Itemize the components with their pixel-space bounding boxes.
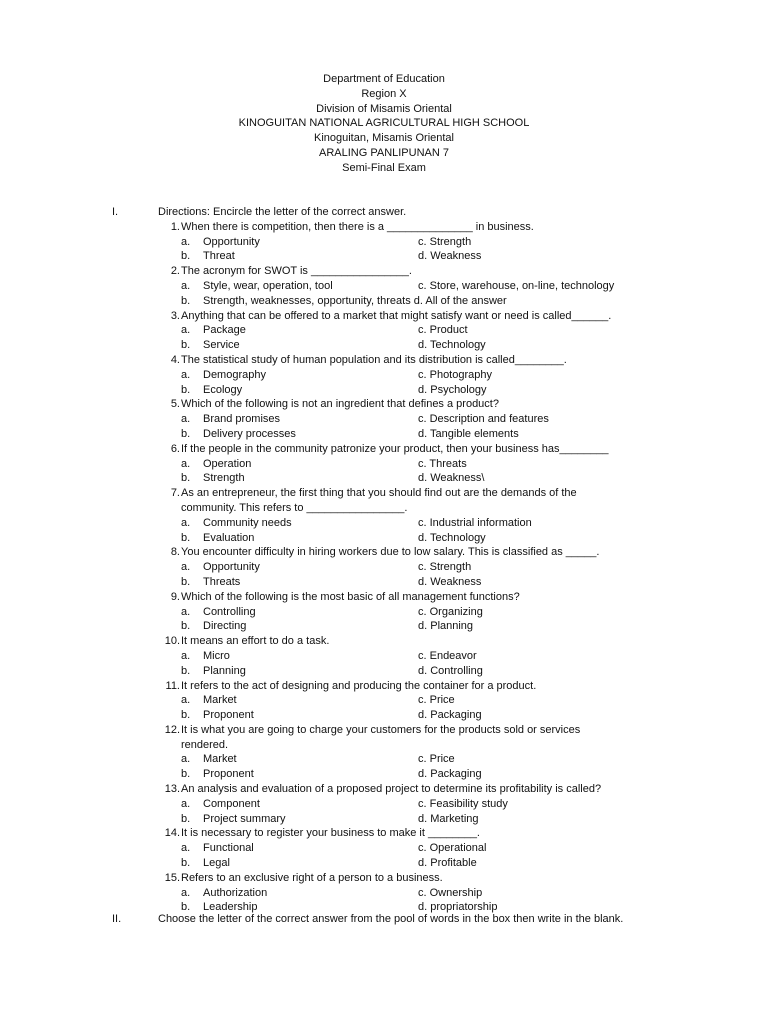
question-text: It is what you are going to charge your customers for the products sold or services	[181, 723, 581, 736]
question-line	[0, 442, 768, 457]
option-text[interactable]: Proponent	[203, 768, 254, 781]
question-item	[0, 486, 768, 545]
question-line	[0, 782, 768, 797]
option-letter[interactable]: b.	[181, 709, 191, 722]
question-item	[0, 826, 768, 870]
option-letter[interactable]: b.	[181, 857, 191, 870]
option-row	[0, 338, 768, 353]
option-letter[interactable]: a.	[181, 649, 191, 662]
option-letter[interactable]: a.	[181, 279, 191, 292]
option-text[interactable]: Package	[203, 324, 246, 337]
option-row	[0, 323, 768, 338]
option-letter[interactable]: b.	[181, 427, 191, 440]
option-row	[0, 797, 768, 812]
option-row	[0, 886, 768, 901]
option-text-right[interactable]: d. Weakness	[418, 250, 482, 263]
option-text[interactable]: Planning	[203, 664, 246, 677]
option-text-right[interactable]: d. Controlling	[418, 664, 483, 677]
question-text: You encounter difficulty in hiring workers due to low salary. This is classified as _____.	[181, 546, 600, 559]
option-text-right[interactable]: c. Product	[418, 324, 468, 337]
question-number: 1.	[170, 220, 180, 233]
header-school: KINOGUITAN NATIONAL AGRICULTURAL HIGH SCHOOL	[238, 117, 530, 130]
option-text[interactable]: Community needs	[203, 516, 292, 529]
option-row	[0, 619, 768, 634]
option-letter[interactable]: a.	[181, 235, 191, 248]
question-line	[0, 397, 768, 412]
option-text-right[interactable]: c. Threats	[418, 457, 467, 470]
option-text-right[interactable]: c. Description and features	[418, 413, 549, 426]
question-line	[0, 679, 768, 694]
option-text[interactable]: Authorization	[203, 886, 268, 899]
option-text-right[interactable]: c. Strength	[418, 561, 472, 574]
question-list	[0, 220, 768, 915]
question-line	[0, 590, 768, 605]
question-number: 6.	[170, 442, 180, 455]
option-letter[interactable]: a.	[181, 516, 191, 529]
option-row	[0, 752, 768, 767]
option-text-right[interactable]: d. Planning	[418, 620, 474, 633]
option-text[interactable]: Controlling	[203, 605, 256, 618]
question-text: rendered.	[181, 738, 229, 751]
option-text[interactable]: Delivery processes	[203, 427, 296, 440]
option-letter[interactable]: b.	[181, 664, 191, 677]
question-item	[0, 397, 768, 441]
question-number: 11.	[165, 679, 180, 692]
option-row	[0, 383, 768, 398]
option-row	[0, 841, 768, 856]
question-text: As an entrepreneur, the first thing that you should find out are the demands of the	[181, 487, 577, 500]
option-row	[0, 457, 768, 472]
option-letter[interactable]: a.	[181, 753, 191, 766]
section-1-directions: Directions: Encircle the letter of the correct answer.	[158, 206, 407, 218]
question-line	[0, 634, 768, 649]
question-number: 7.	[170, 487, 180, 500]
option-text[interactable]: Micro	[203, 649, 230, 662]
question-item	[0, 309, 768, 353]
option-row	[0, 368, 768, 383]
option-row	[0, 812, 768, 827]
question-number: 9.	[170, 590, 180, 603]
question-item	[0, 442, 768, 486]
option-text[interactable]: Market	[203, 753, 237, 766]
option-text-right[interactable]: d. Tangible elements	[418, 427, 519, 440]
question-number: 5.	[170, 398, 180, 411]
option-letter[interactable]: a.	[181, 368, 191, 381]
option-row	[0, 249, 768, 264]
question-text: If the people in the community patronize your product, then your business has________	[181, 442, 609, 455]
question-number: 8.	[170, 546, 180, 559]
question-item	[0, 782, 768, 826]
option-text-right[interactable]: c. Operational	[418, 842, 487, 855]
option-text[interactable]: Project summary	[203, 812, 286, 825]
section-2-numeral: II.	[112, 913, 122, 925]
option-letter[interactable]: a.	[181, 413, 191, 426]
question-text: It means an effort to do a task.	[181, 635, 330, 648]
option-text[interactable]: Style, wear, operation, tool	[203, 279, 333, 292]
question-item	[0, 220, 768, 264]
option-text[interactable]: Operation	[203, 457, 252, 470]
option-letter[interactable]: b.	[181, 620, 191, 633]
option-row	[0, 560, 768, 575]
question-line	[0, 220, 768, 235]
option-row	[0, 856, 768, 871]
option-letter[interactable]: b.	[181, 531, 191, 544]
document-header	[0, 72, 768, 176]
question-text: The acronym for SWOT is ________________.	[181, 265, 412, 278]
section-2-directions: Choose the letter of the correct answer from the pool of words in the box then write in the blank.	[158, 913, 624, 925]
question-line	[0, 309, 768, 324]
option-text-right[interactable]: d. propriatorship	[418, 901, 498, 914]
option-row	[0, 279, 768, 294]
question-line	[0, 826, 768, 841]
question-number: 10.	[164, 635, 180, 648]
header-subject: ARALING PANLIPUNAN 7	[318, 146, 449, 159]
option-row	[0, 605, 768, 620]
option-letter[interactable]: a.	[181, 694, 191, 707]
option-row	[0, 427, 768, 442]
option-letter[interactable]: b.	[181, 472, 191, 485]
option-row	[0, 531, 768, 546]
question-line	[0, 501, 768, 516]
option-text[interactable]: Directing	[203, 620, 247, 633]
option-row	[0, 294, 768, 309]
question-item	[0, 545, 768, 589]
question-item	[0, 723, 768, 782]
section-1-heading	[0, 205, 768, 220]
option-row	[0, 471, 768, 486]
question-text: It refers to the act of designing and producing the container for a product.	[181, 679, 537, 692]
option-text-right[interactable]: c. Endeavor	[418, 649, 477, 662]
option-text-right[interactable]: c. Photography	[418, 368, 492, 381]
question-item	[0, 264, 768, 308]
option-row	[0, 412, 768, 427]
option-text-right[interactable]: d. Weakness\	[418, 472, 485, 485]
option-letter[interactable]: a.	[181, 605, 191, 618]
question-text: Refers to an exclusive right of a person to a business.	[181, 871, 443, 884]
option-text[interactable]: Brand promises	[203, 413, 281, 426]
option-letter[interactable]: a.	[181, 324, 191, 337]
option-row	[0, 649, 768, 664]
option-text-right[interactable]: d. Packaging	[418, 709, 482, 722]
header-department: Department of Education	[323, 73, 445, 85]
option-text[interactable]: Ecology	[203, 383, 243, 396]
option-text[interactable]: Legal	[203, 857, 230, 870]
option-text-right[interactable]: c. Feasibility study	[418, 797, 508, 810]
question-number: 15.	[164, 871, 180, 884]
question-item	[0, 590, 768, 634]
header-division: Division of Misamis Oriental	[316, 102, 452, 115]
question-number: 12.	[164, 723, 180, 736]
option-text-right[interactable]: c. Industrial information	[418, 516, 532, 529]
option-text[interactable]: Proponent	[203, 709, 254, 722]
option-text[interactable]: Market	[203, 694, 237, 707]
question-text: Anything that can be offered to a market that might satisfy want or need is called______.	[181, 309, 612, 322]
question-line	[0, 723, 768, 738]
option-text-right[interactable]: d. Weakness	[418, 575, 482, 588]
option-text-right[interactable]: d. Technology	[418, 531, 486, 544]
option-text-right[interactable]: c. Price	[418, 694, 455, 707]
question-item	[0, 634, 768, 678]
option-text[interactable]: Demography	[203, 368, 266, 381]
option-text[interactable]: Opportunity	[203, 561, 260, 574]
question-line	[0, 353, 768, 368]
option-row	[0, 575, 768, 590]
question-line	[0, 871, 768, 886]
question-number: 14.	[164, 827, 180, 840]
question-item	[0, 871, 768, 915]
option-text[interactable]: Threats	[203, 575, 241, 588]
option-text[interactable]: Strength, weaknesses, opportunity, threats d. All of the answer	[203, 294, 507, 307]
section-1-numeral: I.	[112, 206, 119, 218]
question-number: 4.	[170, 353, 180, 366]
option-row	[0, 664, 768, 679]
option-text-right[interactable]: d. Profitable	[418, 857, 477, 870]
question-text: community. This refers to ________________.	[181, 501, 408, 514]
option-letter[interactable]: a.	[181, 797, 191, 810]
option-row	[0, 693, 768, 708]
option-row	[0, 708, 768, 723]
option-letter[interactable]: b.	[181, 339, 191, 352]
option-text[interactable]: Evaluation	[203, 531, 255, 544]
header-exam-title: Semi-Final Exam	[342, 161, 426, 174]
question-number: 3.	[170, 309, 180, 322]
option-text[interactable]: Opportunity	[203, 235, 260, 248]
option-text[interactable]: Strength	[203, 472, 245, 485]
option-text-right[interactable]: c. Ownership	[418, 886, 483, 899]
option-letter[interactable]: b.	[181, 250, 191, 263]
section-1	[0, 205, 768, 915]
option-letter[interactable]: b.	[181, 901, 191, 914]
question-text: The statistical study of human population and its distribution is called________.	[181, 353, 567, 366]
option-text[interactable]: Threat	[203, 250, 235, 263]
option-letter[interactable]: b.	[181, 575, 191, 588]
option-text-right[interactable]: d. Psychology	[418, 383, 487, 396]
question-line	[0, 486, 768, 501]
question-line	[0, 264, 768, 279]
header-address: Kinoguitan, Misamis Oriental	[313, 132, 454, 145]
question-text: Which of the following is not an ingredient that defines a product?	[181, 398, 499, 411]
option-row	[0, 767, 768, 782]
question-text: When there is competition, then there is a ______________ in business.	[181, 220, 534, 233]
option-letter[interactable]: b.	[181, 294, 191, 307]
option-text[interactable]: Leadership	[203, 901, 258, 914]
header-region: Region X	[361, 87, 407, 100]
question-item	[0, 353, 768, 397]
question-number: 2.	[170, 265, 180, 278]
option-row	[0, 516, 768, 531]
option-text-right[interactable]: d. Technology	[418, 339, 486, 352]
question-text: Which of the following is the most basic of all management functions?	[181, 590, 520, 603]
option-letter[interactable]: a.	[181, 457, 191, 470]
option-text-right[interactable]: c. Store, warehouse, on-line, technology	[418, 279, 615, 292]
option-text[interactable]: Service	[203, 339, 240, 352]
option-letter[interactable]: b.	[181, 812, 191, 825]
option-text-right[interactable]: d. Marketing	[418, 812, 479, 825]
option-letter[interactable]: a.	[181, 842, 191, 855]
question-line	[0, 545, 768, 560]
option-text-right[interactable]: c. Price	[418, 753, 455, 766]
option-text-right[interactable]: c. Organizing	[418, 605, 483, 618]
option-text-right[interactable]: d. Packaging	[418, 768, 482, 781]
option-row	[0, 235, 768, 250]
option-letter[interactable]: a.	[181, 886, 191, 899]
question-text: It is necessary to register your business to make it ________.	[181, 827, 480, 840]
question-number: 13.	[164, 783, 180, 796]
option-text[interactable]: Functional	[203, 842, 254, 855]
question-item	[0, 679, 768, 723]
question-text: An analysis and evaluation of a proposed project to determine its profitability is called?	[181, 783, 602, 796]
option-letter[interactable]: b.	[181, 383, 191, 396]
option-letter[interactable]: a.	[181, 561, 191, 574]
option-text[interactable]: Component	[203, 797, 260, 810]
option-text-right[interactable]: c. Strength	[418, 235, 472, 248]
question-line	[0, 738, 768, 753]
option-letter[interactable]: b.	[181, 768, 191, 781]
